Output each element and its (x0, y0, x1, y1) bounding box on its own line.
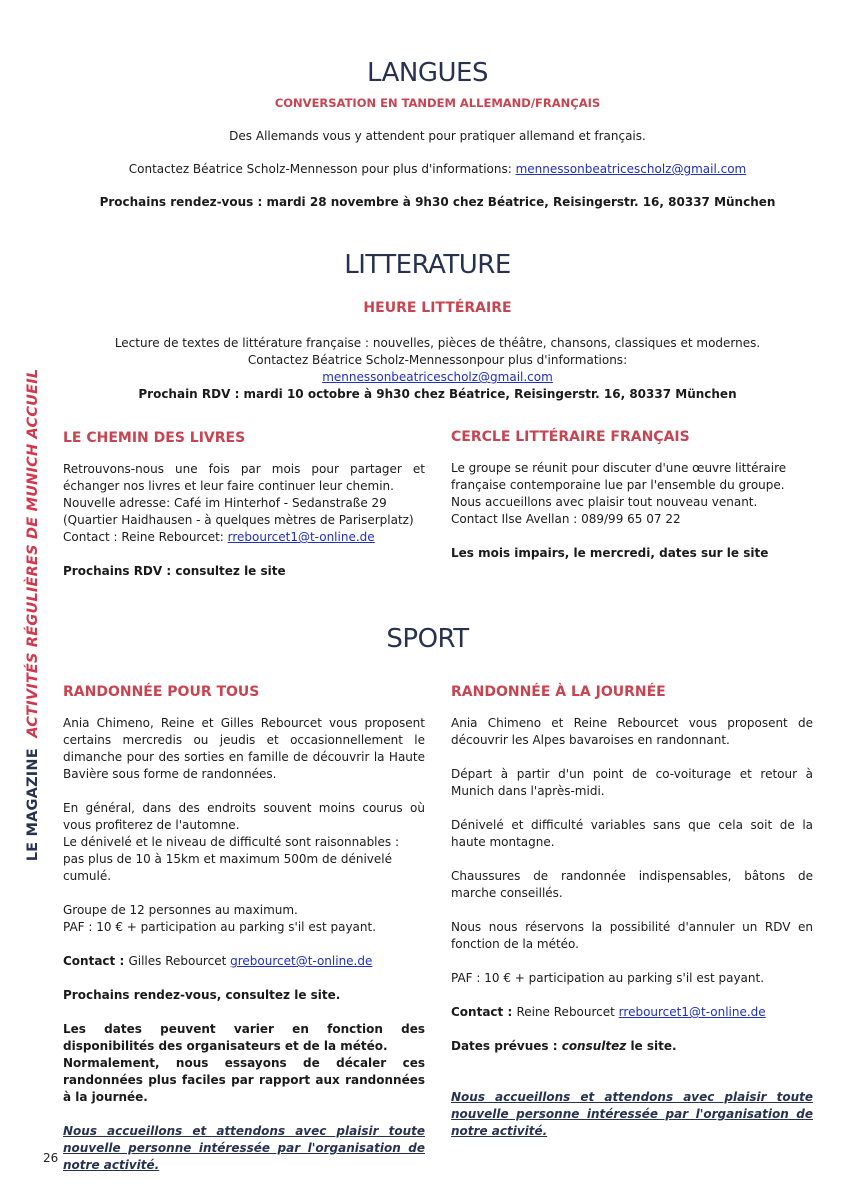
sidebar-activities: ACTIVITÉS RÉGULIÈRES DE MUNICH ACCUEIL (25, 368, 41, 738)
chemin-des-livres (63, 430, 425, 580)
langues-intro: Des Allemands vous y attendent pour pratiquer allemand et français. (229, 129, 646, 143)
randonnee-a-la-journee (451, 684, 813, 1140)
tous-email-link[interactable]: grebourcet@t-online.de (230, 954, 373, 968)
langues-subtitle: CONVERSATION EN TANDEM ALLEMAND/FRANÇAIS (274, 96, 601, 110)
cercle-contact: Contact Ilse Avellan : 089/99 65 07 22 (451, 512, 681, 526)
journee-dates-label: Dates prévues : (451, 1039, 562, 1053)
cercle-title: CERCLE LITTÉRAIRE FRANÇAIS (451, 429, 690, 445)
tous-title: RANDONNÉE POUR TOUS (63, 684, 260, 700)
litterature-subtitle: HEURE LITTÉRAIRE (363, 300, 512, 316)
cercle-litteraire (451, 429, 813, 562)
cercle-welcome: Nous accueillons avec plaisir tout nouveau venant. (451, 495, 758, 509)
journee-dates-italic: consultez (561, 1039, 627, 1053)
litterature-line2: Contactez Béatrice Scholz-Mennessonpour plus d'informations: (247, 353, 628, 367)
journee-p2: Départ à partir d'un point de co-voiturage et retour à Munich dans l'après-midi. (451, 767, 813, 798)
tous-next: Prochains rendez-vous, consultez le site. (63, 988, 341, 1002)
sidebar-label (25, 369, 41, 862)
langues-contact-prefix: Contactez Béatrice Scholz-Mennesson pour plus d'informations: (128, 162, 516, 176)
tous-note2: Normalement, nous essayons de décaler ces randonnées plus faciles par rapport aux randonnées à la journée. (63, 1056, 425, 1104)
journee-dates-rest: le site. (626, 1039, 677, 1053)
litterature-block (60, 300, 815, 403)
litterature-line1: Lecture de textes de littérature française : nouvelles, pièces de théâtre, chansons, classiques et modernes. (114, 336, 761, 350)
langues-next: Prochains rendez-vous : mardi 28 novembre à 9h30 chez Béatrice, Reisingerstr. 16, 80337 München (99, 195, 776, 209)
tous-closing: Nous accueillons et attendons avec plaisir toute nouvelle personne intéressée par l'organisation de notre activité. (63, 1124, 425, 1172)
chemin-address2: (Quartier Haidhausen - à quelques mètres de Pariserplatz) (63, 513, 414, 527)
chemin-contact-prefix: Contact : Reine Rebourcet: (63, 530, 228, 544)
tous-p6: PAF : 10 € + participation au parking s'il est payant. (63, 920, 377, 934)
journee-contact-name: Reine Rebourcet (516, 1005, 619, 1019)
langues-title: LANGUES (367, 58, 488, 88)
journee-closing: Nous accueillons et attendons avec plaisir toute nouvelle personne intéressée par l'organisation de notre activité. (451, 1090, 813, 1138)
tous-p5: Groupe de 12 personnes au maximum. (63, 903, 298, 917)
journee-p4: Chaussures de randonnée indispensables, bâtons de marche conseillés. (451, 869, 813, 900)
randonnee-pour-tous (63, 684, 425, 1174)
sidebar-magazine: LE MAGAZINE (25, 748, 41, 862)
tous-contact (63, 953, 425, 970)
vertical-sidebar (18, 368, 48, 862)
langues-email-link[interactable]: mennessonbeatricescholz@gmail.com (515, 162, 747, 176)
chemin-title: LE CHEMIN DES LIVRES (63, 430, 246, 446)
litterature-email-link[interactable]: mennessonbeatricescholz@gmail.com (322, 370, 553, 384)
chemin-contact (63, 529, 425, 546)
tous-p3: Le dénivelé et le niveau de difficulté sont raisonnables : (63, 835, 400, 849)
tous-p4: pas plus de 10 à 15km et maximum 500m de dénivelé cumulé. (63, 852, 392, 883)
sport-title: SPORT (386, 624, 469, 654)
cercle-dates: Les mois impairs, le mercredi, dates sur le site (451, 546, 769, 560)
tous-contact-label: Contact : (63, 954, 129, 968)
journee-dates (451, 1038, 813, 1055)
cercle-text: Le groupe se réunit pour discuter d'une œuvre littéraire française contemporaine lue par l'ensemble du groupe. (451, 461, 787, 492)
journee-contact (451, 1004, 813, 1021)
litterature-title: LITTERATURE (344, 250, 511, 280)
journee-p1: Ania Chimeno et Reine Rebourcet vous proposent de découvrir les Alpes bavaroises en randonnant. (451, 716, 813, 747)
chemin-email-link[interactable]: rrebourcet1@t-online.de (227, 530, 375, 544)
journee-title: RANDONNÉE À LA JOURNÉE (451, 684, 666, 700)
journee-p6: PAF : 10 € + participation au parking s'il est payant. (451, 971, 765, 985)
chemin-next: Prochains RDV : consultez le site (63, 564, 286, 578)
chemin-text: Retrouvons-nous une fois par mois pour partager et échanger nos livres et leur faire continuer leur chemin. (63, 462, 425, 493)
tous-note1: Les dates peuvent varier en fonction des disponibilités des organisateurs et de la météo. (63, 1022, 425, 1053)
langues-contact (60, 161, 815, 178)
page-number: 26 (43, 1151, 59, 1165)
tous-p2: En général, dans des endroits souvent moins courus où vous profiterez de l'automne. (63, 801, 425, 832)
journee-contact-label: Contact : (451, 1005, 517, 1019)
journee-p5: Nous nous réservons la possibilité d'annuler un RDV en fonction de la météo. (451, 920, 813, 951)
journee-email-link[interactable]: rrebourcet1@t-online.de (618, 1005, 766, 1019)
tous-p1: Ania Chimeno, Reine et Gilles Rebourcet vous proposent certains mercredis ou jeudis et occasionnellement le dimanche pour des sorties en famille de découvrir la Haute Bavière sous forme de randonnées. (63, 716, 425, 781)
tous-contact-name: Gilles Rebourcet (128, 954, 231, 968)
chemin-address1: Nouvelle adresse: Café im Hinterhof - Sedanstraße 29 (63, 496, 387, 510)
litterature-next: Prochain RDV : mardi 10 octobre à 9h30 chez Béatrice, Reisingerstr. 16, 80337 München (138, 387, 737, 401)
langues-block (60, 95, 815, 211)
journee-p3: Dénivelé et difficulté variables sans que cela soit de la haute montagne. (451, 818, 813, 849)
